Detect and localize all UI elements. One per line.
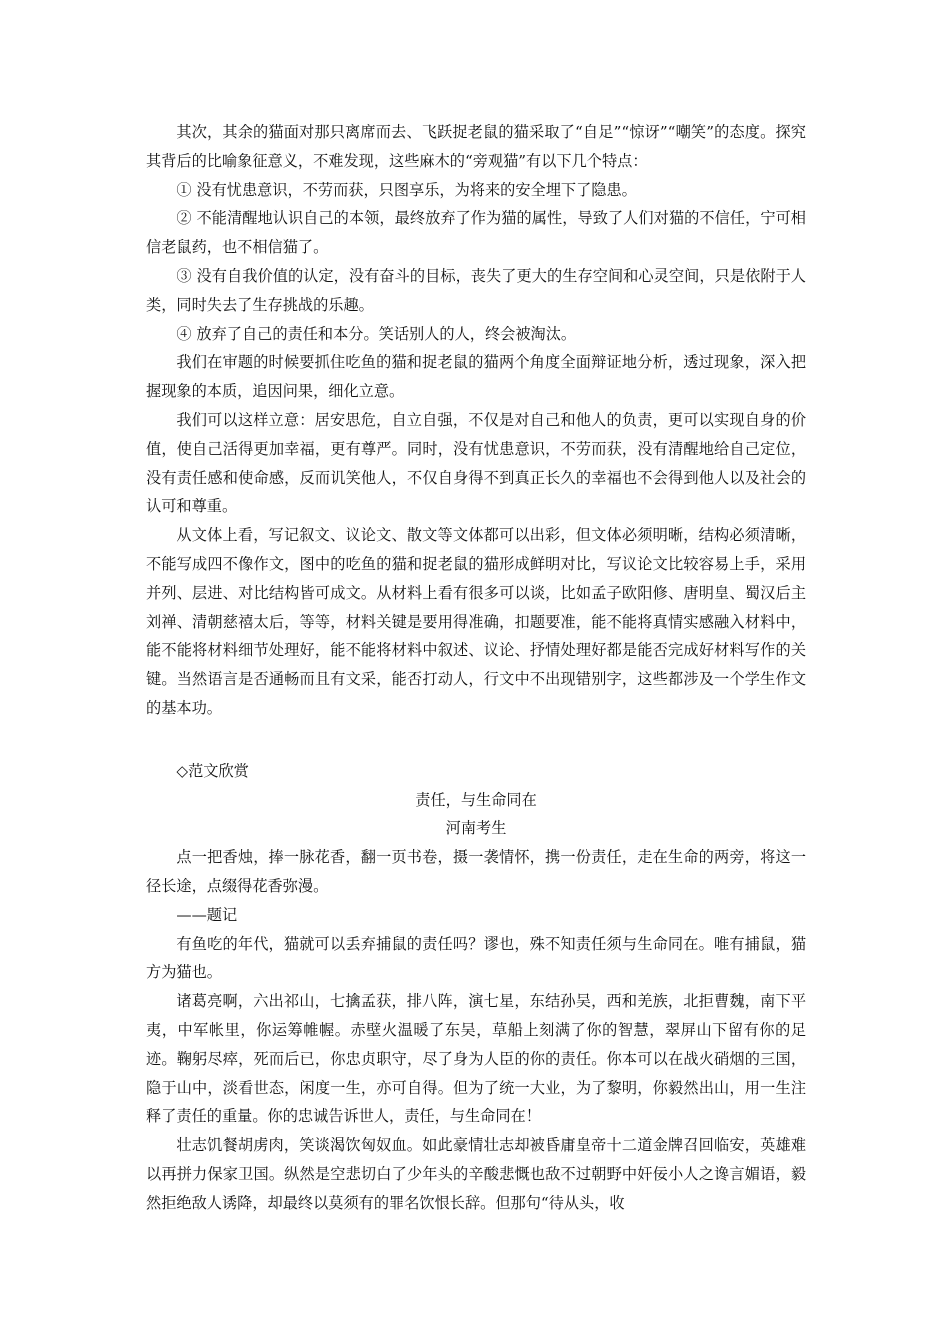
section-label: ◇范文欣赏 <box>176 761 249 780</box>
analysis-paragraph: 我们可以这样立意：居安思危，自立自强，不仅是对自己和他人的负责，更可以实现自身的价值，使自己活得更加幸福，更有尊严。同时，没有忧患意识，不劳而获，没有清醒地给自己定位，没有责任感和使命感，反而讥笑他人，不仅自身得不到真正长久的幸福也不会得到他人以及社会的认可和尊重。 <box>146 410 806 516</box>
trait-item-3: ③ 没有自我价值的认定，没有奋斗的目标，丧失了更大的生存空间和心灵空间，只是依附于人类，同时失去了生存挑战的乐趣。 <box>146 266 806 314</box>
essay-paragraph: 诸葛亮啊，六出祁山，七擒孟获，排八阵，演七星，东结孙吴，西和羌族，北拒曹魏，南下平夷，中军帐里，你运筹帷幄。赤壁火温暖了东吴，草船上刻满了你的智慧，翠屏山下留有你的足迹。鞠躬尽瘁，死而后已，你忠贞职守，尽了身为人臣的你的责任。你本可以在战火硝烟的三国，隐于山中，淡看世态，闲度一生，亦可自得。但为了统一大业，为了黎明，你毅然出山，用一生注释了责任的重量。你的忠诚告诉世人，责任，与生命同在！ <box>146 992 806 1126</box>
essay-paragraph: 壮志饥餐胡虏肉，笑谈渴饮匈奴血。如此豪情壮志却被昏庸皇帝十二道金牌召回临安，英雄难以再拼力保家卫国。纵然是空悲切白了少年头的辛酸悲慨也敌不过朝野中奸佞小人之谗言媚语，毅然拒绝敌人诱降，却最终以莫须有的罪名饮恨长辞。但那句“待从头，收 <box>146 1136 806 1212</box>
analysis-paragraph: 我们在审题的时候要抓住吃鱼的猫和捉老鼠的猫两个角度全面辩证地分析，透过现象，深入把握现象的本质，追因问果，细化立意。 <box>146 353 806 401</box>
essay-author: 河南考生 <box>445 819 507 838</box>
essay-title: 责任，与生命同在 <box>415 790 537 809</box>
essay-paragraph: 有鱼吃的年代，猫就可以丢弃捕鼠的责任吗？谬也，殊不知责任须与生命同在。唯有捕鼠，猫方为猫也。 <box>146 934 806 982</box>
analysis-paragraph: 其次，其余的猫面对那只离席而去、飞跃捉老鼠的猫采取了“自足”“惊讶”“嘲笑”的态度。探究其背后的比喻象征意义，不难发现，这些麻木的“旁观猫”有以下几个特点： <box>146 123 806 170</box>
section-spacer <box>146 723 806 757</box>
analysis-section <box>146 118 806 723</box>
epigraph-attribution: ——题记 <box>176 905 238 924</box>
trait-item-2: ② 不能清醒地认识自己的本领，最终放弃了作为猫的属性，导致了人们对猫的不信任，宁可相信老鼠药，也不相信猫了。 <box>146 209 806 257</box>
essay-section <box>146 757 806 1218</box>
essay-epigraph: 点一把香烛，捧一脉花香，翻一页书卷，摄一袭情怀，携一份责任，走在生命的两旁，将这一径长途，点缀得花香弥漫。 <box>146 848 806 895</box>
document-page <box>146 118 806 1217</box>
analysis-paragraph: 从文体上看，写记叙文、议论文、散文等文体都可以出彩，但文体必须明晰，结构必须清晰，不能写成四不像作文，图中的吃鱼的猫和捉老鼠的猫形成鲜明对比，写议论文比较容易上手，采用并列、层进、对比结构皆可成文。从材料上看有很多可以谈，比如孟子欧阳修、唐明皇、蜀汉后主刘禅、清朝慈禧太后，等等，材料关键是要用得准确，扣题要准，能不能将真情实感融入材料中，能不能将材料细节处理好，能不能将材料中叙述、议论、抒情处理好都是能否完成好材料写作的关键。当然语言是否通畅而且有文采，能否打动人，行文中不出现错别字，这些都涉及一个学生作文的基本功。 <box>146 526 806 717</box>
trait-item-4: ④ 放弃了自己的责任和本分。笑话别人的人，终会被淘汰。 <box>176 324 577 343</box>
trait-item-1: ① 没有忧患意识，不劳而获，只图享乐，为将来的安全埋下了隐患。 <box>176 180 637 199</box>
